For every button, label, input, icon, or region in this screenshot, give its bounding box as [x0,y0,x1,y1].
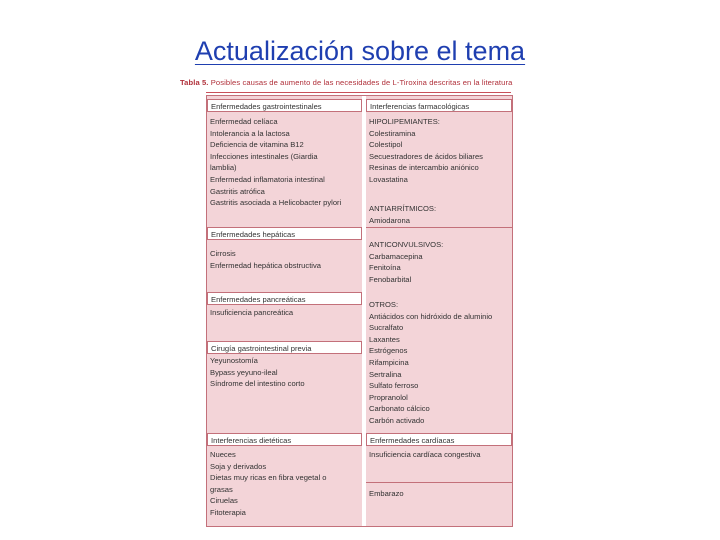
hepatic-list [210,248,321,271]
list-item: Bypass yeyuno-ileal [210,367,278,377]
anticonvulsant-header: ANTICONVULSIVOS: [369,240,444,249]
others-list [369,299,492,427]
cardiac-header: Enfermedades cardíacas [366,433,512,446]
list-item: Fenobarbital [369,274,412,284]
list-item: Antiácidos con hidróxido de aluminio [369,311,493,321]
list-item: Gastritis atrófica [210,186,265,196]
pregnancy-cell [369,488,404,500]
slide-title: Actualización sobre el tema [194,36,526,66]
list-item: Soja y derivados [210,461,267,471]
list-item: Carbamacepina [369,251,423,261]
list-item: Insuficiencia cardíaca congestiva [369,450,481,459]
list-item: Síndrome del intestino corto [210,379,305,389]
list-item: Enfermedad inflamatoria intestinal [210,174,325,184]
list-item: Laxantes [369,334,400,344]
list-item: Deficiencia de vitamina B12 [210,140,304,150]
list-item: Estrógenos [369,346,408,356]
list-item: Resinas de intercambio aniónico [369,163,479,173]
list-item: Yeyunostomía [210,356,258,365]
pancreatic-list [210,307,293,319]
surgery-list [210,355,305,390]
row-separator [366,227,512,228]
caption-underline [206,92,511,93]
list-item: Fitoterapia [210,507,246,517]
hypolipid-header: HIPOLIPEMIANTES: [369,117,440,126]
list-item: Fenitoína [369,263,401,273]
list-item: Sertralina [369,369,402,379]
list-item: Nueces [210,450,236,459]
hypolipid-list [369,116,483,186]
list-item: Intolerancia a la lactosa [210,128,290,138]
diet-list [210,449,327,519]
list-item: Embarazo [369,489,404,498]
pancreatic-header: Enfermedades pancreáticas [207,292,362,305]
anticonvulsant-list [369,239,443,285]
table-caption: Tabla 5. Posibles causas de aumento de las necesidades de L-Tiroxina descritas en la literatura [180,78,513,87]
column-divider [362,96,366,526]
antiarrhythmic-list [369,203,436,226]
list-item: Dietas muy ricas en fibra vegetal o [210,473,327,483]
list-item: Colestiramina [369,128,416,138]
list-item: Lovastatina [369,174,408,184]
list-item: Enfermedad hepática obstructiva [210,260,322,270]
list-item: Enfermedad celíaca [210,117,278,126]
list-item: Rifampicina [369,357,409,367]
others-header: OTROS: [369,300,399,309]
list-item: Sulfato ferroso [369,381,419,391]
list-item: Ciruelas [210,496,238,506]
diet-header: Interferencias dietéticas [207,433,362,446]
list-item: Infecciones intestinales (Giardia [210,151,318,161]
list-item: Amiodarona [369,215,410,225]
list-item: Carbón activado [369,415,425,425]
list-item: Secuestradores de ácidos biliares [369,151,483,161]
gastro-header: Enfermedades gastrointestinales [207,99,362,112]
antiarrhythmic-header: ANTIARRÍTMICOS: [369,204,437,213]
list-item: grasas [210,484,233,494]
list-item: Carbonato cálcico [369,404,430,414]
list-item: Sucralfato [369,323,404,333]
pharma-header: Interferencias farmacológicas [366,99,512,112]
row-separator [366,482,512,483]
causes-table [206,95,513,527]
list-item: lamblia) [210,163,237,173]
hepatic-header: Enfermedades hepáticas [207,227,362,240]
list-item: Insuficiencia pancreática [210,308,294,317]
list-item: Colestipol [369,140,403,150]
list-item: Gastritis asociada a Helicobacter pylori [210,198,342,208]
list-item: Propranolol [369,392,408,402]
cardiac-list [369,449,480,461]
gastro-list [210,116,341,209]
list-item: Cirrosis [210,249,236,258]
surgery-header: Cirugía gastrointestinal previa [207,341,362,354]
